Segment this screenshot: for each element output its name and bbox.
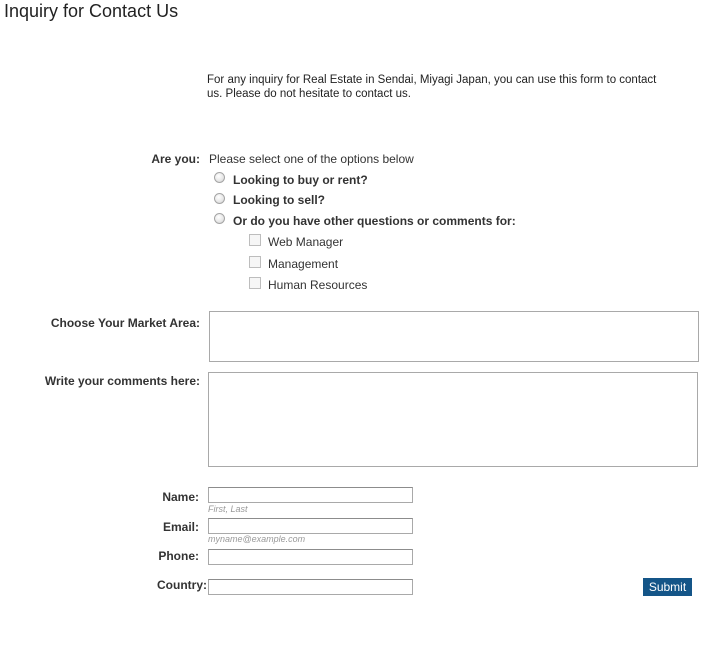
checkbox-management-label[interactable]: Management [268,257,339,271]
checkbox-human-resources-label[interactable]: Human Resources [268,278,368,292]
are-you-prompt: Please select one of the options below [209,152,414,166]
country-label: Country: [157,578,207,592]
name-hint: First, Last [208,504,248,514]
radio-sell[interactable] [214,193,225,204]
market-area-label: Choose Your Market Area: [50,316,200,330]
intro-text: For any inquiry for Real Estate in Sendai, Miyagi Japan, you can use this form to contact us. Please do not hesitate to contact us. [207,74,657,100]
name-label: Name: [162,490,199,504]
radio-buy-rent[interactable] [214,172,225,183]
checkbox-management[interactable] [249,256,261,268]
phone-input[interactable] [208,549,413,565]
are-you-label: Are you: [151,152,200,166]
comments-label: Write your comments here: [44,374,200,388]
email-hint: myname@example.com [208,534,306,544]
country-input[interactable] [208,579,413,595]
option-buy-rent-label[interactable]: Looking to buy or rent? [233,173,368,187]
market-area-select[interactable] [209,311,699,362]
submit-button[interactable]: Submit [643,578,692,596]
checkbox-web-manager[interactable] [249,234,261,246]
option-sell-label[interactable]: Looking to sell? [233,193,325,207]
option-other-label[interactable]: Or do you have other questions or comments for: [233,214,516,228]
phone-label: Phone: [158,549,199,563]
checkbox-web-manager-label[interactable]: Web Manager [268,235,344,249]
checkbox-human-resources[interactable] [249,277,261,289]
email-input[interactable] [208,518,413,534]
email-label: Email: [162,520,199,534]
page-title: Inquiry for Contact Us [4,1,179,21]
radio-other[interactable] [214,213,225,224]
comments-textarea[interactable] [208,372,698,467]
name-input[interactable] [208,487,413,503]
